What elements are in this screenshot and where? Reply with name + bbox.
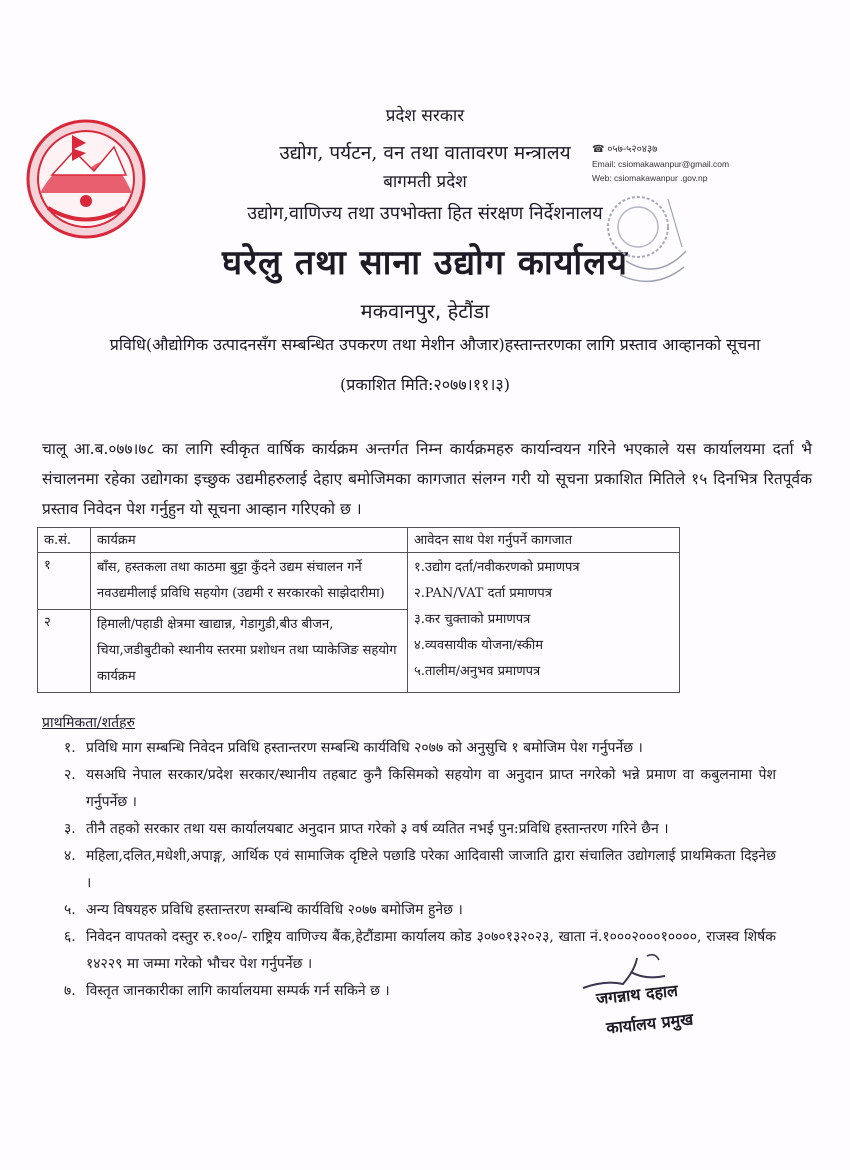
priority-heading: प्राथमिकता/शर्तहरु bbox=[42, 715, 135, 731]
list-item bbox=[64, 762, 776, 816]
item-number: ५. bbox=[64, 902, 76, 918]
published-date: (प्रकाशित मिति:२०७७।११।३) bbox=[340, 375, 510, 394]
item-number: २. bbox=[64, 767, 76, 783]
program-table bbox=[37, 527, 680, 693]
table-row bbox=[38, 553, 680, 610]
documents-cell bbox=[408, 553, 680, 693]
item-number: ३. bbox=[64, 821, 76, 837]
item-text: अन्य विषयहरु प्रविधि हस्तान्तरण सम्बन्धि कार्यविधि २०७७ बमोजिम हुनेछ । bbox=[86, 902, 463, 918]
row-sn: १ bbox=[38, 553, 91, 610]
item-text: यसअघि नेपाल सरकार/प्रदेश सरकार/स्थानीय तहबाट कुनै किसिमको सहयोग वा अनुदान प्राप्त नगरेको भन्ने प्रमाण वा कबुलनामा पेश गर्नुपर्नेछ । bbox=[86, 767, 776, 810]
signatory-name: जगन्नाथ दहाल bbox=[595, 980, 679, 1009]
header-line-3: बागमती प्रदेश bbox=[383, 172, 467, 192]
row-program: बाँस, हस्तकला तथा काठमा बुट्टा कुँदने उद्यम संचालन गर्ने नवउद्यमीलाई प्रविधि सहयोग (उद्यमी र सरकारको साझेदारीमा) bbox=[91, 553, 408, 610]
header-line-4: उद्योग,वाणिज्य तथा उपभोक्ता हित संरक्षण निर्देशनालय bbox=[247, 203, 603, 224]
document-item: २.PAN/VAT दर्ता प्रमाणपत्र bbox=[414, 586, 552, 601]
document-item: ४.व्यवसायीक योजना/स्कीम bbox=[414, 638, 543, 653]
col-header-program: कार्यक्रम bbox=[91, 528, 408, 553]
item-text: तीनै तहको सरकार तथा यस कार्यालयबाट अनुदान प्राप्त गरेको ३ वर्ष व्यतित नभई पुन:प्रविधि हस्तान्तरण गरिने छैन । bbox=[86, 821, 669, 837]
header-line-1: प्रदेश सरकार bbox=[385, 106, 465, 126]
office-stamp-icon bbox=[598, 191, 690, 299]
col-header-documents: आवेदन साथ पेश गर्नुपर्ने कागजात bbox=[408, 528, 680, 553]
document-item: ५.तालीम/अनुभव प्रमाणपत्र bbox=[414, 664, 541, 679]
row-program: हिमाली/पहाडी क्षेत्रमा खाद्यान्न, गेडागुडी,बीउ बीजन, चिया,जडीबुटीको स्थानीय स्तरमा प्रशोधन तथा प्याकेजिङ सहयोग कार्यक्रम bbox=[91, 610, 408, 693]
item-number: १. bbox=[64, 740, 76, 756]
list-item bbox=[64, 816, 776, 843]
contact-email: Email: csiomakawanpur@gmail.com bbox=[592, 159, 730, 169]
notice-body: चालू आ.ब.०७७।७८ का लागि स्वीकृत वार्षिक कार्यक्रम अन्तर्गत निम्न कार्यक्रमहरु कार्यान्वयन गरिने भएकाले यस कार्यालयमा दर्ता भै संचालनमा रहेका उद्योगका इच्छुक उद्यमीहरुलाई देहाए बमोजिमका कागजात संलग्न गरी यो सूचना प्रकाशित मितिले १५ दिनभित्र रितपूर्वक प्रस्ताव निवेदन पेश गर्नुहुन यो सूचना आव्हान गरिएको छ । bbox=[42, 440, 812, 518]
list-item bbox=[64, 897, 776, 924]
row-sn: २ bbox=[38, 610, 91, 693]
item-number: ६. bbox=[64, 929, 76, 945]
list-item bbox=[64, 735, 776, 762]
list-item bbox=[64, 843, 776, 897]
header-line-2: उद्योग, पर्यटन, वन तथा वातावरण मन्त्रालय bbox=[279, 142, 571, 164]
col-header-sn: क.सं. bbox=[38, 528, 91, 553]
item-text: निवेदन वापतको दस्तुर रु.१००/- राष्ट्रिय वाणिज्य बैंक,हेटौंडामा कार्यालय कोड ३०७०१३२०२३, खाता नं.१०००२०००१००००, राजस्व शिर्षक १४२२९ मा जम्मा गरेको भौचर पेश गर्नुपर्नेछ । bbox=[86, 929, 776, 972]
office-title: घरेलु तथा साना उद्योग कार्यालय bbox=[222, 243, 628, 283]
item-number: ४. bbox=[64, 848, 76, 864]
contact-web: Web: csiomakawanpur .gov.np bbox=[592, 173, 708, 183]
item-text: प्रविधि माग सम्बन्धि निवेदन प्रविधि हस्तान्तरण सम्बन्धि कार्यविधि २०७७ को अनुसुचि १ बमोजिम पेश गर्नुपर्नेछ । bbox=[86, 740, 643, 756]
item-text: विस्तृत जानकारीका लागि कार्यालयमा सम्पर्क गर्न सकिने छ । bbox=[86, 983, 390, 999]
document-item: १.उद्योग दर्ता/नवीकरणको प्रमाणपत्र bbox=[414, 560, 580, 575]
item-number: ७. bbox=[64, 983, 76, 999]
item-text: महिला,दलित,मधेशी,अपाङ्ग, आर्थिक एवं सामाजिक दृष्टिले पछाडि परेका आदिवासी जाजाति द्वारा संचालित उद्योगलाई प्राथमिकता दिइनेछ । bbox=[86, 848, 776, 891]
signatory-title: कार्यालय प्रमुख bbox=[605, 1009, 695, 1038]
document-item: ३.कर चुक्ताको प्रमाणपत्र bbox=[414, 612, 531, 627]
notice-title: प्रविधि(औद्योगिक उत्पादनसँग सम्बन्धित उपकरण तथा मेशीन औजार)हस्तान्तरणका लागि प्रस्ताव आव्हानको सूचना bbox=[109, 335, 761, 354]
office-location: मकवानपुर, हेटौंडा bbox=[360, 299, 490, 323]
contact-block bbox=[592, 143, 729, 185]
contact-phone: ☎ ०५७-५२०४३७ bbox=[592, 144, 658, 155]
table-header-row bbox=[38, 528, 680, 553]
